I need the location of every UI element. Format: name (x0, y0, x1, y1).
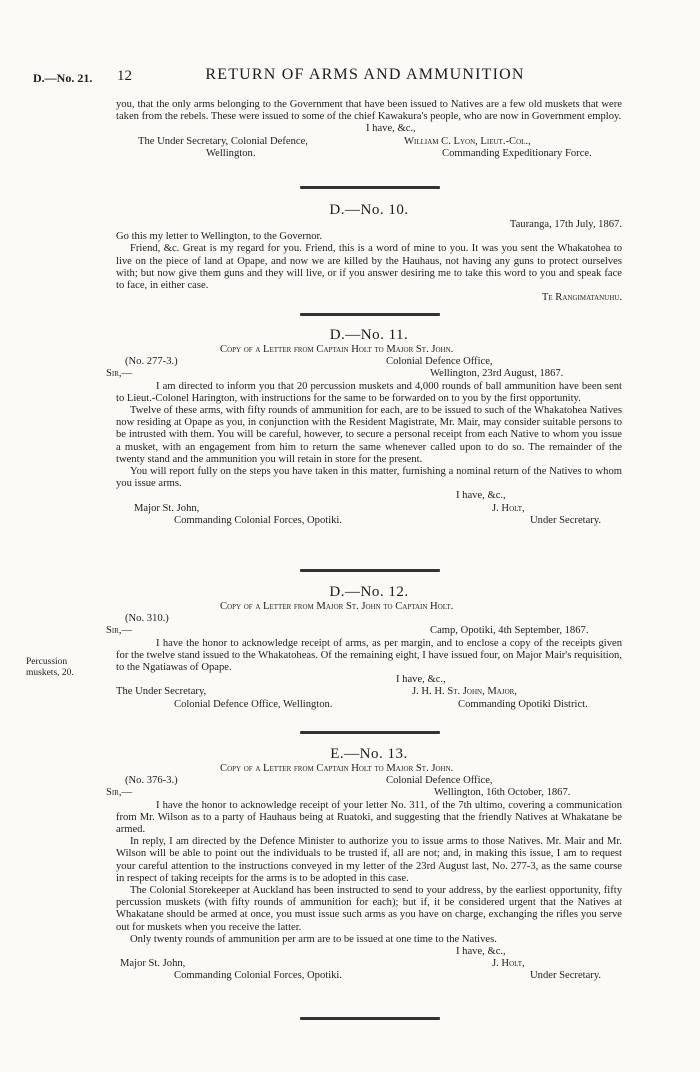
letter-12-heading: D.—No. 12. (329, 584, 409, 600)
letter-11-paragraph-3: You will report fully on the steps you have taken in this matter, furnishing a nominal return of the Natives to whom you issue arms. (116, 465, 622, 490)
letter-13-place-date: Wellington, 16th October, 1867. (434, 787, 571, 799)
letter-12-addressee-office: Colonial Defence Office, Wellington. (174, 698, 333, 710)
continuation-signatory-title: Commanding Expeditionary Force. (442, 147, 592, 159)
letter-10-paragraph-2: Friend, &c. Great is my regard for you. Friend, this is a word of mine to you. It was you sent the Whakatohea to live on the piece of land at Opape, and now we are killed by the Hauhaus, not having any guns to protect ourselves with; but now give them guns and they will live, or if you answer desiring me to take this word to you and speak face to face, in either case. (116, 243, 622, 291)
continuation-paragraph: you, that the only arms belonging to the Government that have been issued to Natives are a few old muskets that were taken from the rebels. These were issued to some of the chief Kawakura's people, who are now in Government employ. (116, 99, 622, 123)
section-divider (0, 731, 700, 734)
letter-11 (106, 326, 622, 527)
continuation-addressee: The Under Secretary, Colonial Defence, (138, 135, 308, 147)
letter-13-heading: E.—No. 13. (330, 746, 408, 762)
letter-12 (106, 583, 622, 711)
letter-13-paragraph-1: I have the honor to acknowledge receipt of your letter No. 311, of the 7th ultimo, covering a communication from Mr. Wilson as to a party of Hauhaus being at Ruatoki, and suggesting that the friendly Natives at Whakatane be armed. (116, 799, 622, 835)
letter-11-heading: D.—No. 11. (329, 327, 409, 343)
margin-note (26, 657, 106, 679)
letter-11-addressee: Major St. John, (134, 502, 200, 514)
letter-11-paragraph-2: Twelve of these arms, with fifty rounds of ammunition for each, are to be issued to such of the Whakatohea Natives now residing at Opape as you, in conjunction with the Resident Magistrate, Mr. Mair, may consider suitable persons to be intrusted with them. You will be careful, however, to secure a personal receipt from each Native to whom you issue a musket, with an engagement from him to return the same whenever called upon to do so. The remainder of the twenty stand and the ammunition you will retain in store for the present. (116, 404, 622, 465)
letter-13-addressee-title: Commanding Colonial Forces, Opotiki. (174, 970, 343, 982)
letter-11-signatory-title: Under Secretary. (530, 514, 602, 526)
continuation-addressee-city: Wellington. (206, 147, 256, 159)
letter-13-addressee: Major St. John, (120, 958, 186, 970)
letter-12-closing: I have, &c., (396, 674, 446, 686)
letter-13-paragraph-2: In reply, I am directed by the Defence Minister to authorize you to issue arms to those Natives. Mr. Mair and Mr. Wilson will be able to point out the individuals to be trusted if, all are not; and, in making this issue, I am to request your careful attention to the instructions conveyed in my letter of the 23rd August last, No. 277-3, as the same course in respect of taking receipts for the arms is to be adopted in this case. (116, 836, 622, 884)
letter-13-signatory-title: Under Secretary. (530, 970, 602, 982)
section-divider (0, 313, 700, 316)
section-divider (0, 186, 700, 189)
letter-10-place-date: Tauranga, 17th July, 1867. (509, 219, 622, 230)
letter-13-subtitle: Copy of a Letter from Captain Holt to Major St. John. (220, 763, 454, 774)
page-number: 12 (117, 68, 132, 84)
letter-12-salutation: Sir,— (106, 625, 133, 637)
margin-note-line-2: muskets, 20. (26, 668, 74, 678)
letter-11-place-date: Wellington, 23rd August, 1867. (430, 368, 564, 380)
letter-12-ref-no: (No. 310.) (125, 613, 169, 625)
letter-11-subtitle: Copy of a Letter from Captain Holt to Major St. John. (220, 344, 454, 355)
letter-11-salutation: Sir,— (106, 368, 133, 380)
letter-11-addressee-title: Commanding Colonial Forces, Opotiki. (174, 514, 343, 526)
letter-12-signatory: J. H. H. St. John, Major, (412, 686, 517, 698)
letter-12-subtitle: Copy of a Letter from Major St. John to Captain Holt. (220, 601, 454, 612)
continuation-section (116, 99, 622, 160)
letter-11-signatory: J. Holt, (492, 502, 525, 514)
letter-13-salutation: Sir,— (106, 787, 133, 799)
section-divider (0, 569, 700, 572)
letter-13-office: Colonial Defence Office, (386, 775, 493, 787)
letter-11-ref-no: (No. 277-3.) (125, 356, 178, 368)
letter-13-paragraph-4: Only twenty rounds of ammunition per arm are to be issued at one time to the Natives. (130, 933, 497, 945)
letter-12-paragraph-1: I have the honor to acknowledge receipt of arms, as per margin, and to enclose a copy of the receipts given for the twelve stand issued to the Whakatoheas. Of the remaining eight, I have issued four, on Major Mair's requisition, to the Ngatiawas of Opape. (116, 637, 622, 673)
section-divider (0, 1017, 700, 1020)
letter-10-paragraph-1: Go this my letter to Wellington, to the Governor. (116, 231, 323, 243)
margin-note-line-1: Percussion (26, 657, 68, 667)
page-title: RETURN OF ARMS AND AMMUNITION (205, 66, 525, 83)
continuation-closing: I have, &c., (366, 123, 416, 135)
letter-12-signatory-title: Commanding Opotiki District. (458, 698, 588, 710)
letter-11-paragraph-1: I am directed to inform you that 20 percussion muskets and 4,000 rounds of ball ammunition have been sent to Lieut.-Colonel Harington, with instructions for the same to be forwarded on to you by the first opportunity. (116, 380, 622, 404)
letter-12-addressee: The Under Secretary, (116, 686, 207, 698)
letter-10-heading: D.—No. 10. (329, 202, 409, 218)
letter-11-office: Colonial Defence Office, (386, 356, 493, 368)
letter-13 (106, 745, 622, 983)
letter-11-closing: I have, &c., (456, 490, 506, 502)
letter-10 (116, 201, 622, 304)
continuation-signatory: William C. Lyon, Lieut.-Col., (404, 135, 531, 147)
letter-13-closing: I have, &c., (456, 946, 506, 957)
letter-10-signatory: Te Rangimatanuhu. (541, 292, 622, 304)
document-reference: D.—No. 21. (33, 71, 93, 85)
letter-13-signatory: J. Holt, (492, 958, 525, 970)
letter-13-ref-no: (No. 376-3.) (125, 775, 178, 787)
letter-12-place-date: Camp, Opotiki, 4th September, 1867. (430, 625, 589, 637)
letter-13-paragraph-3: The Colonial Storekeeper at Auckland has been instructed to send to your address, by the earliest opportunity, fifty percussion muskets (with fifty rounds of ammunition for each); but if, it be considered urgent that the Natives at Whakatane should be armed at once, you must issue such arms as you have on charge, exchanging the rifles you serve out for muskets when you receive the latter. (116, 884, 622, 933)
